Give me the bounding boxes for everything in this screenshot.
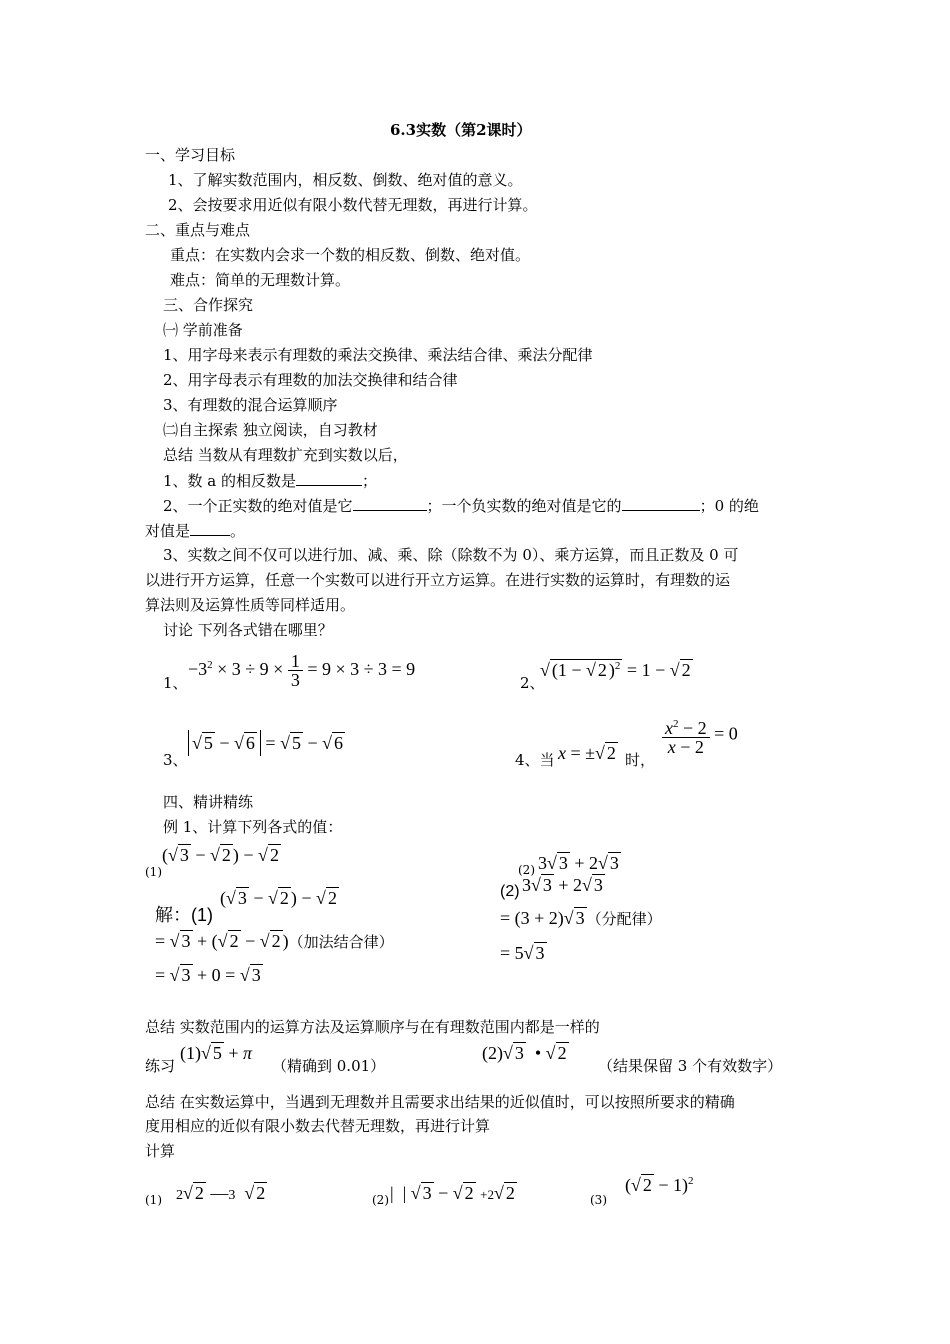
solution-1-step-1: = √ 3 + (√ 2 − √ 2 )（加法结合律）	[155, 931, 394, 951]
calc-heading: 计算	[145, 1142, 176, 1160]
example-label-2: (2)	[518, 863, 535, 877]
goal-item: 2、会按要求用近似有限小数代替无理数，再进行计算。	[168, 196, 538, 214]
section-heading-explore: 三、合作探究	[163, 296, 254, 314]
calc-label-2: (2)	[372, 1193, 389, 1207]
discuss-label-4-when: 时，	[625, 751, 656, 769]
formula-example-1: (√ 3 − √ 2 ) − √ 2	[162, 845, 279, 865]
discuss-prompt: 讨论 下列各式错在哪里？	[163, 621, 333, 639]
paragraph-line: 以进行开方运算，任意一个实数可以进行开立方运算。在进行实数的运算时，有理数的运	[145, 571, 731, 589]
formula-discuss-4: $\frac{x^2 - 2}{x - 2}$ = 0	[662, 715, 738, 756]
fill-question-1: 1、数 a 的相反数是 ；	[163, 472, 378, 490]
solution-1-step-2: = √ 3 + 0 = √ 3	[155, 965, 261, 985]
calc-label-1: (1)	[145, 1193, 162, 1207]
summary-text: 总结 在实数运算中，当遇到无理数并且需要求出结果的近似值时，可以按照所要求的精确	[145, 1093, 735, 1111]
section-heading-practice: 四、精讲精练	[163, 793, 254, 811]
prep-item: 2、用字母表示有理数的加法交换律和结合律	[163, 371, 458, 389]
fill-question-2-cont: 对值是 。	[145, 522, 246, 540]
subheading-prep: ㈠ 学前准备	[163, 321, 243, 339]
prep-item: 1、用字母来表示有理数的乘法交换律、乘法结合律、乘法分配律	[163, 346, 593, 364]
discuss-label-1: 1、	[163, 674, 188, 692]
example-1-prompt: 例 1、计算下列各式的值：	[163, 818, 343, 836]
answer-blank[interactable]	[296, 470, 362, 486]
practice-label: 练习	[145, 1057, 176, 1075]
summary-text: 度用相应的近似有限小数去代替无理数，再进行计算	[145, 1117, 491, 1135]
practice-formula-2: (2)√ 3 • √ 2	[482, 1043, 567, 1063]
answer-blank[interactable]	[190, 520, 230, 536]
section-heading-keypoints: 二、重点与难点	[145, 221, 251, 239]
summary-text: 总结 当数从有理数扩充到实数以后，	[163, 446, 408, 464]
paragraph-line: 3、实数之间不仅可以进行加、减、乘、除（除数不为 0）、乘方运算，而且正数及 0 可	[163, 546, 739, 564]
fill-question-2: 2、一个正实数的绝对值是它 ；一个负实数的绝对值是它的 ；0 的绝	[163, 497, 759, 515]
answer-blank[interactable]	[622, 495, 700, 511]
answer-blank[interactable]	[353, 495, 427, 511]
goal-item: 1、了解实数范围内，相反数、倒数、绝对值的意义。	[168, 171, 523, 189]
practice-formula-1: (1)√ 5 + π	[180, 1043, 253, 1063]
page-title: 6.3实数（第2课时）	[390, 121, 532, 139]
calc-label-3: (3)	[590, 1193, 607, 1207]
discuss-label-2: 2、	[520, 674, 545, 692]
solution-2-step-0: 3√ 3 + 2√ 3	[522, 875, 603, 895]
discuss-label-4: 4、当	[515, 751, 555, 769]
subheading-self-study: ㈡自主探索 独立阅读，自习教材	[163, 421, 378, 439]
calc-formula-2: | | √ 3 − √ 2 +2√ 2	[390, 1183, 515, 1203]
solution-2-step-2: = 5√ 3	[500, 943, 545, 963]
solution-2-label: (2)	[500, 883, 520, 900]
summary-text: 总结 实数范围内的运算方法及运算顺序与在有理数范围内都是一样的	[145, 1018, 600, 1036]
calc-formula-3: (√ 2 − 1)$^2$	[625, 1175, 694, 1195]
practice-note-2: （结果保留 3 个有效数字）	[598, 1057, 783, 1075]
formula-discuss-2: √ (1 − √ 2 )$^2$ = 1 − √ 2	[540, 660, 691, 680]
prep-item: 3、有理数的混合运算顺序	[163, 396, 338, 414]
formula-discuss-1: $-3^2 \times 3 \div 9$ × $\frac{1}{3}$ = 9 × 3 ÷ 3 = 9	[188, 651, 416, 691]
section-heading-goals: 一、学习目标	[145, 146, 236, 164]
formula-discuss-3: √ 5 − √ 6 = √ 5 − √ 6	[188, 730, 345, 756]
solution-2-step-1: = (3 + 2)√ 3 （分配律）	[500, 908, 662, 928]
formula-discuss-4-cond: x = ±√ 2	[558, 743, 616, 763]
paragraph-line: 算法则及运算性质等同样适用。	[145, 596, 356, 614]
calc-formula-1: 2√ 2 —3 √ 2	[176, 1183, 266, 1203]
key-point: 重点：在实数内会求一个数的相反数、倒数、绝对值。	[170, 246, 531, 264]
example-label-1: (1)	[145, 865, 162, 879]
solution-label: 解：(1)	[155, 905, 213, 925]
hard-point: 难点：简单的无理数计算。	[170, 271, 351, 289]
solution-1-step-0: (√ 3 − √ 2 ) − √ 2	[220, 888, 337, 908]
discuss-label-3: 3、	[163, 751, 188, 769]
practice-note-1: （精确到 0.01）	[272, 1057, 386, 1075]
formula-example-2: 3√ 3 + 2√ 3	[538, 853, 619, 873]
